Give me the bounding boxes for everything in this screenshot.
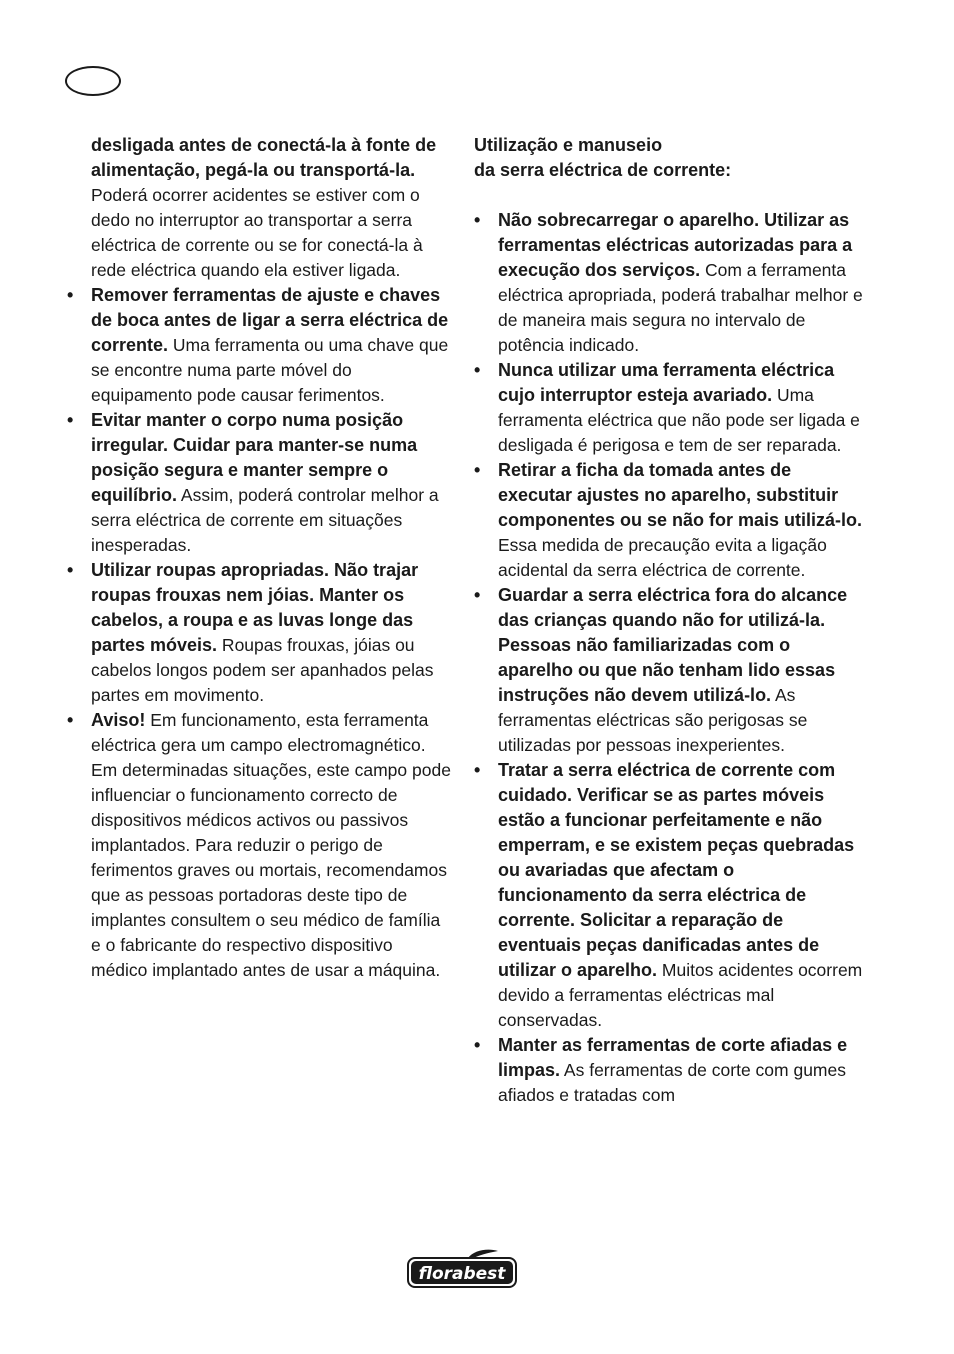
list-item [474,358,864,458]
item-bold: Nunca utilizar uma ferramenta eléctrica cujo interruptor esteja avariado. [498,360,835,405]
bullet: • [474,1035,481,1055]
logo-text: florabest [418,1264,506,1284]
item-text: Uma ferramenta ou uma chave que se encontre numa parte móvel do equipamento pode causar ferimentos. [91,335,449,405]
item-bold: Tratar a serra eléctrica de corrente com cuidado. Verificar se as partes móveis estão a funcionar perfeitamente e não emperram, e se existem peças quebradas ou avariadas que afectam o funcionamento da serra eléctrica de corrente. Solicitar a reparação de eventuais peças danificadas antes de utilizar o aparelho. [498,760,855,980]
heading-line-1: Utilização e manuseio [474,135,663,155]
continuation-text: Poderá ocorrer acidentes se estiver com o dedo no interruptor ao transportar a serra eléctrica de corrente ou se for conectá-la à rede eléctrica quando ela estiver ligada. [91,185,423,280]
heading-line-2: da serra eléctrica de corrente: [474,160,732,180]
item-text: As ferramentas eléctricas são perigosas se utilizadas por pessoas inexperientes. [498,685,808,755]
item-bold: Guardar a serra eléctrica fora do alcance das crianças quando não for utilizá-la. Pessoas não familiarizadas com o aparelho ou que não tenham lido essas instruções não devem utilizá-lo. [498,585,848,705]
item-text: Roupas frouxas, jóias ou cabelos longos podem ser apanhados pelas partes em movimento. [91,635,434,705]
left-column [67,133,452,983]
item-bold: Remover ferramentas de ajuste e chaves de boca antes de ligar a serra eléctrica de corrente. [91,285,449,355]
list-item [474,208,864,358]
item-bold: Retirar a ficha da tomada antes de executar ajustes no aparelho, substituir componentes ou se não for mais utilizá-lo. [498,460,863,530]
list-item [67,708,452,983]
item-bold: Não sobrecarregar o aparelho. Utilizar as ferramentas eléctricas autorizadas para a execução dos serviços. [498,210,853,280]
item-text: Essa medida de precaução evita a ligação acidental da serra eléctrica de corrente. [498,535,827,580]
bullet: • [474,360,481,380]
bullet: • [67,285,74,305]
florabest-logo [406,1249,518,1289]
item-bold: Evitar manter o corpo numa posição irregular. Cuidar para manter-se numa posição segura e manter sempre o equilíbrio. [91,410,418,505]
item-text: Muitos acidentes ocorrem devido a ferramentas eléctricas mal conservadas. [498,960,863,1030]
language-badge [65,66,121,96]
right-column [474,133,864,1108]
item-text: As ferramentas de corte com gumes afiados e tratadas com [498,1060,846,1105]
item-bold: Manter as ferramentas de corte afiadas e limpas. [498,1035,848,1080]
bullet: • [67,710,74,730]
list-item [474,458,864,583]
item-bold: Aviso! [91,710,146,730]
item-text: Uma ferramenta eléctrica que não pode ser ligada e desligada é perigosa e tem de ser reparada. [498,385,860,455]
list-item [67,283,452,408]
item-text: Em funcionamento, esta ferramenta eléctrica gera um campo electromagnético. Em determinadas situações, este campo pode influenciar o funcionamento correcto de dispositivos médicos activos ou passivos implantados. Para reduzir o perigo de ferimentos graves ou mortais, recomendamos que as pessoas portadoras deste tipo de implantes consultem o seu médico de família e o fabricante do respectivo dispositivo médico implantado antes de usar a máquina. [91,710,451,980]
bullet: • [474,760,481,780]
list-item [67,408,452,558]
list-item [474,1033,864,1108]
bullet: • [474,210,481,230]
bullet: • [67,560,74,580]
bullet: • [474,460,481,480]
list-item [474,583,864,758]
list-item [474,758,864,1033]
list-item [67,558,452,708]
continuation-bold: desligada antes de conectá-la à fonte de alimentação, pegá-la ou transportá-la. [91,135,437,180]
continuation-paragraph [67,133,452,283]
item-text: Assim, poderá controlar melhor a serra eléctrica de corrente em situações inesperadas. [91,485,439,555]
item-text: Com a ferramenta eléctrica apropriada, poderá trabalhar melhor e de maneira mais segura no intervalo de potência indicado. [498,260,863,355]
section-heading [474,133,864,183]
item-bold: Utilizar roupas apropriadas. Não trajar roupas frouxas nem jóias. Manter os cabelos, a roupa e as luvas longe das partes móveis. [91,560,419,655]
bullet: • [474,585,481,605]
spacer [474,183,864,208]
bullet: • [67,410,74,430]
